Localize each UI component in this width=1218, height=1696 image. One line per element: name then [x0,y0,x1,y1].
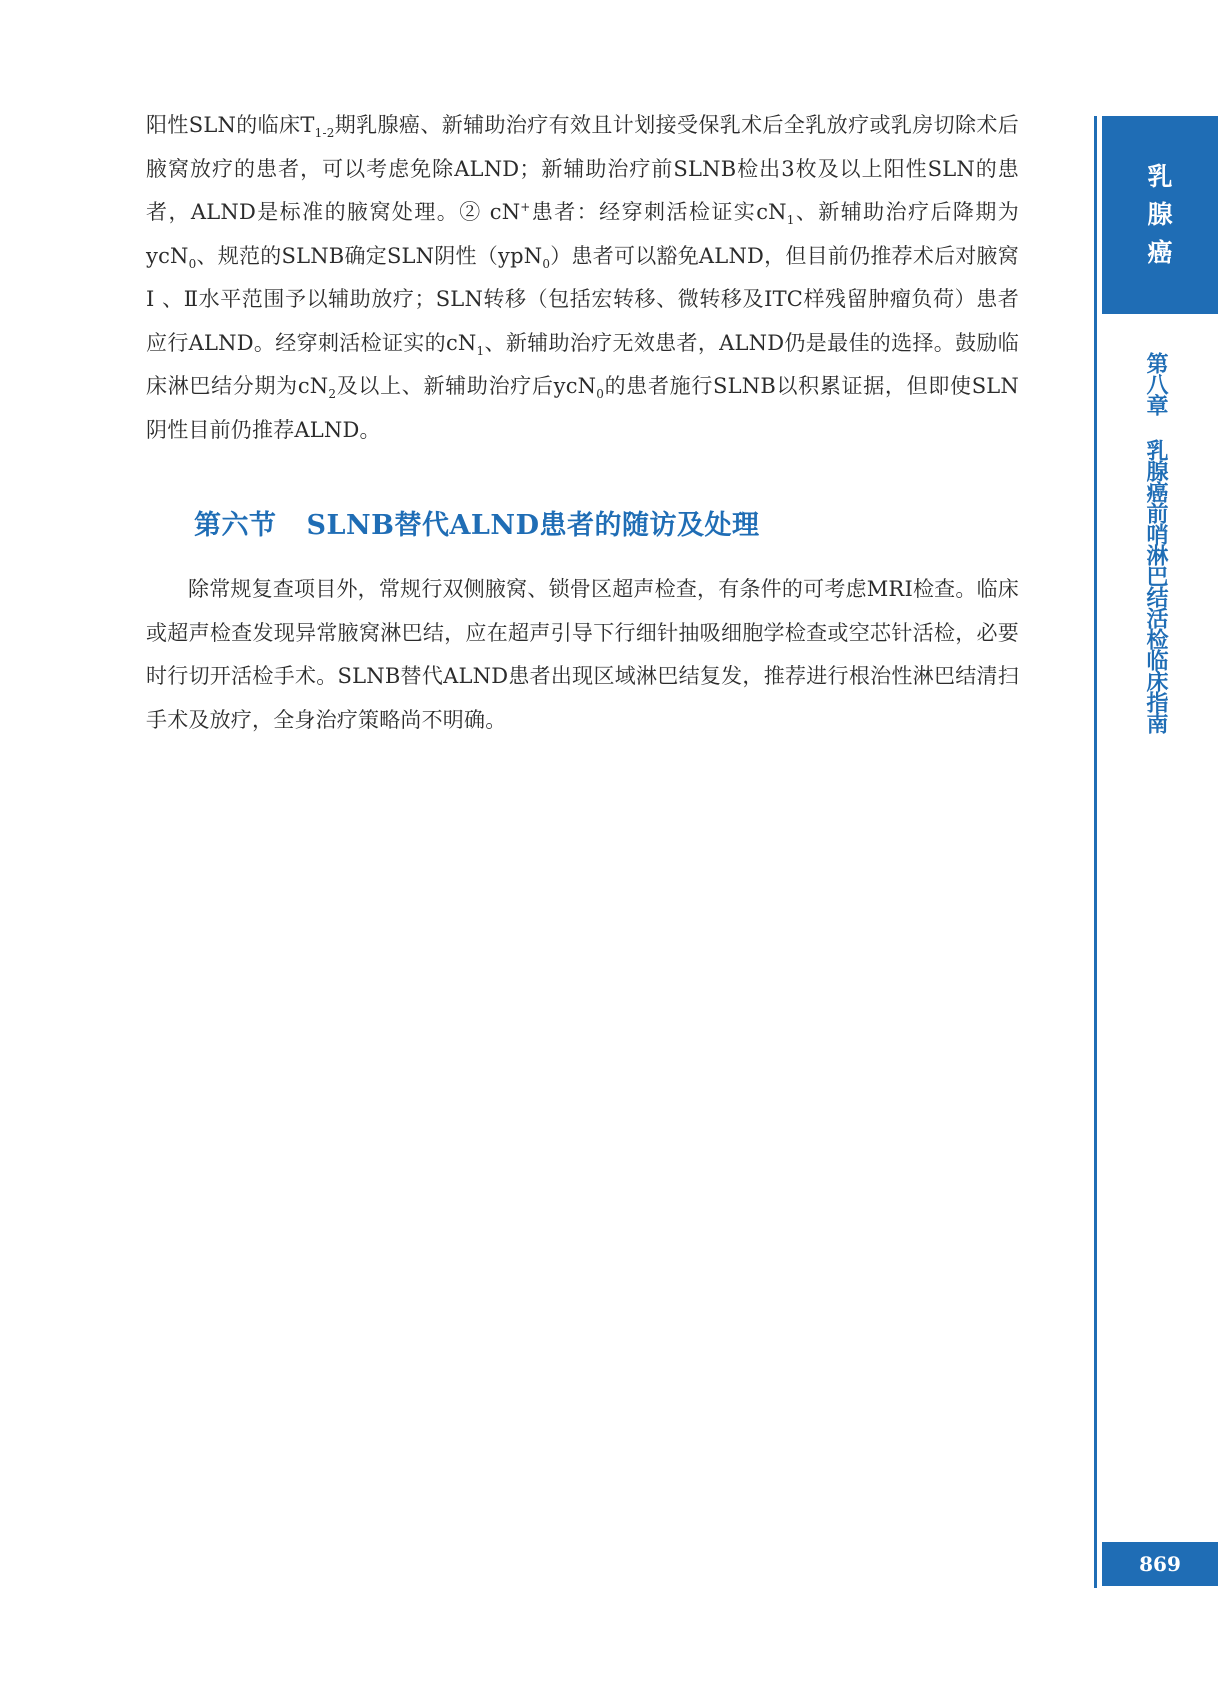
section-title: SLNB替代ALND患者的随访及处理 [306,510,760,541]
paragraph-1 [146,104,1019,452]
p1-sub-1: 1-2 [314,126,335,141]
sidebar-rule [1094,116,1097,1588]
p1-text-3: 患者：经穿刺活检证实cN [530,200,787,224]
chapter-running-title [1140,352,1170,733]
p1-text-4: 、新辅助治疗后降期为ycN [146,200,1019,268]
p1-sub-3: 0 [188,256,197,271]
p1-text-6: ）患者可以豁免ALND，但目前仍推荐术后对腋窝 Ⅰ 、Ⅱ水平范围予以辅助放疗；SLN转移（包括宏转移、微转移及ITC样残留肿瘤负荷）患者应行ALND。经穿刺活检证实的cN [146,243,1020,355]
chapter-label: 第八章 [1143,352,1168,415]
p1-text-1: 阳性SLN的临床T [146,113,315,137]
p1-sub-2: 1 [786,213,795,228]
sidebar-tab-char-2: 腺 [1147,200,1173,229]
page-number: 869 [1102,1542,1218,1586]
p1-text-8: 及以上、新辅助治疗后ycN [336,374,597,398]
p1-text-7: 、新辅助治疗无效患者，ALND仍是最佳的选择。鼓励临床淋巴结分期为cN [146,330,1019,398]
p1-sub-6: 2 [328,387,337,402]
chapter-title: 乳腺癌前哨淋巴结活检临床指南 [1143,439,1168,733]
sidebar-tab [1102,116,1218,314]
section-heading [194,506,1019,546]
sidebar-tab-char-3: 癌 [1147,238,1173,267]
p1-sub-4: 0 [542,256,551,271]
section-number: 第六节 [194,510,277,541]
p1-sup-1: + [520,200,531,214]
paragraph-2: 除常规复查项目外，常规行双侧腋窝、锁骨区超声检查，有条件的可考虑MRI检查。临床或超声检查发现异常腋窝淋巴结，应在超声引导下行细针抽吸细胞学检查或空芯针活检，必要时行切开活检手术。SLNB替代ALND患者出现区域淋巴结复发，推荐进行根治性淋巴结清扫手术及放疗，全身治疗策略尚不明确。 [146,577,1019,732]
page-content [146,104,1019,742]
p1-text-5: 、规范的SLNB确定SLN阴性（ypN [196,243,543,268]
p1-text-9: 的患者施行SLNB以积累证据，但即使SLN阴性目前仍推荐ALND。 [146,374,1020,442]
p1-text-2: 期乳腺癌、新辅助治疗有效且计划接受保乳术后全乳放疗或乳房切除术后腋窝放疗的患者，可以考虑免除ALND；新辅助治疗前SLNB检出3枚及以上阳性SLN的患者，ALND是标准的腋窝处理。② cN [146,113,1019,224]
p1-sub-5: 1 [476,343,485,358]
sidebar-tab-char-1: 乳 [1147,162,1173,191]
p1-sub-7: 0 [596,387,605,402]
